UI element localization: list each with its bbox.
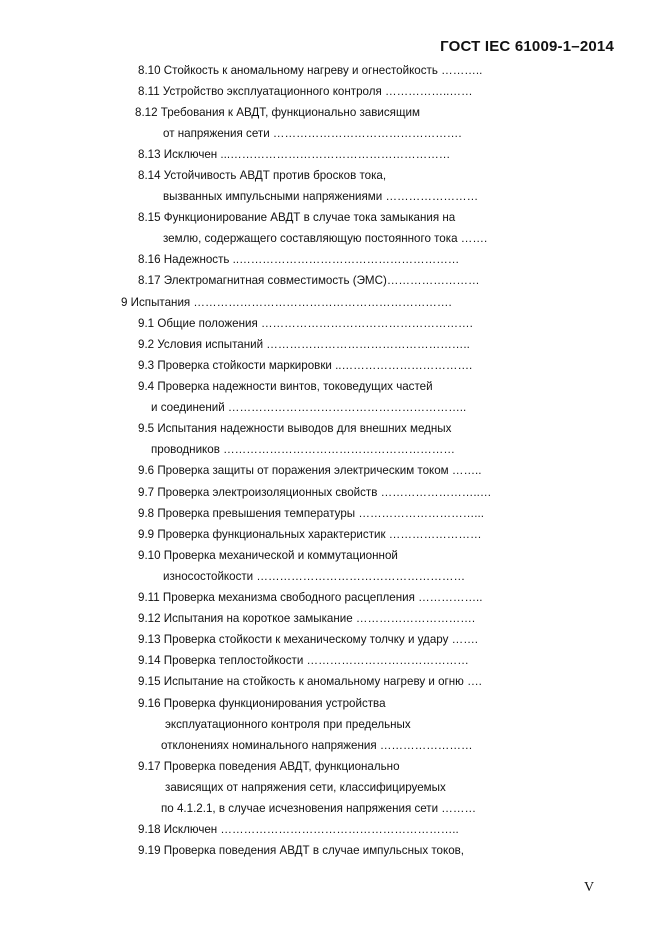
toc-entry: 9.7 Проверка электроизоляционных свойств ……………………..… xyxy=(138,486,492,499)
toc-entry: 9.11 Проверка механизма свободного расцепления …………….. xyxy=(138,591,483,604)
toc-entry: 9.16 Проверка функционирования устройства xyxy=(138,697,386,710)
toc-entry: 9 Испытания …………………………………………………………. xyxy=(121,296,452,309)
toc-entry: 9.3 Проверка стойкости маркировки ..……………………………. xyxy=(138,359,473,372)
toc-entry: проводников …………………………………………………… xyxy=(151,443,455,456)
toc-entry: 9.2 Условия испытаний …………………………………………….. xyxy=(138,338,470,351)
document-header: ГОСТ IEC 61009-1–2014 xyxy=(440,38,614,55)
toc-entry: 9.8 Проверка превышения температуры …………………………... xyxy=(138,507,484,520)
toc-entry: 9.5 Испытания надежности выводов для внешних медных xyxy=(138,422,452,435)
page-number: V xyxy=(584,880,595,895)
toc-entry: 8.16 Надежность ..………………………………………………… xyxy=(138,253,460,266)
toc-entry: 8.14 Устойчивость АВДТ против бросков тока, xyxy=(138,169,387,182)
toc-entry: 9.18 Исключен …………………………………………………….. xyxy=(138,823,459,836)
toc-entry: 9.4 Проверка надежности винтов, токоведущих частей xyxy=(138,380,433,393)
toc-entry: 9.13 Проверка стойкости к механическому толчку и удару ……. xyxy=(138,633,479,646)
toc-entry: и соединений …………………………………………………….. xyxy=(151,401,467,414)
toc-entry: зависящих от напряжения сети, классифицируемых xyxy=(165,781,446,794)
toc-entry: от напряжения сети …………………………………………. xyxy=(163,127,462,140)
toc-entry: 9.19 Проверка поведения АВДТ в случае импульсных токов, xyxy=(138,844,465,857)
toc-entry: 9.15 Испытание на стойкость к аномальному нагреву и огню …. xyxy=(138,675,482,688)
toc-entry: 9.6 Проверка защиты от поражения электрическим током …….. xyxy=(138,464,482,477)
toc-entry: землю, содержащего составляющую постоянного тока ……. xyxy=(163,232,488,245)
toc-entry: износостойкости ……………………………………………… xyxy=(163,570,466,583)
toc-entry: отклонениях номинального напряжения …………………… xyxy=(161,739,473,752)
toc-entry: по 4.1.2.1, в случае исчезновения напряжения сети ……… xyxy=(161,802,477,815)
toc-entry: 8.13 Исключен ...………………………………………………… xyxy=(138,148,451,161)
toc-entry: 8.17 Электромагнитная совместимость (ЭМС)…………………… xyxy=(138,274,480,287)
toc-entry: 9.1 Общие положения ………………………………………………. xyxy=(138,317,473,330)
toc-entry: 9.9 Проверка функциональных характеристик …………………… xyxy=(138,528,482,541)
toc-entry: 8.11 Устройство эксплуатационного контроля ……………..…… xyxy=(138,85,473,98)
toc-entry: 8.10 Стойкость к аномальному нагреву и огнестойкость ……….. xyxy=(138,64,483,77)
toc-entry: эксплуатационного контроля при предельных xyxy=(165,718,411,731)
toc-entry: 9.14 Проверка теплостойкости …………………………………… xyxy=(138,654,469,667)
toc-entry: 8.15 Функционирование АВДТ в случае тока замыкания на xyxy=(138,211,456,224)
toc-entry: 9.10 Проверка механической и коммутационной xyxy=(138,549,398,562)
toc-entry: вызванных импульсными напряжениями …………………… xyxy=(163,190,479,203)
toc-entry: 8.12 Требования к АВДТ, функционально зависящим xyxy=(135,106,420,119)
toc-entry: 9.17 Проверка поведения АВДТ, функционально xyxy=(138,760,400,773)
toc-entry: 9.12 Испытания на короткое замыкание …………………………. xyxy=(138,612,476,625)
